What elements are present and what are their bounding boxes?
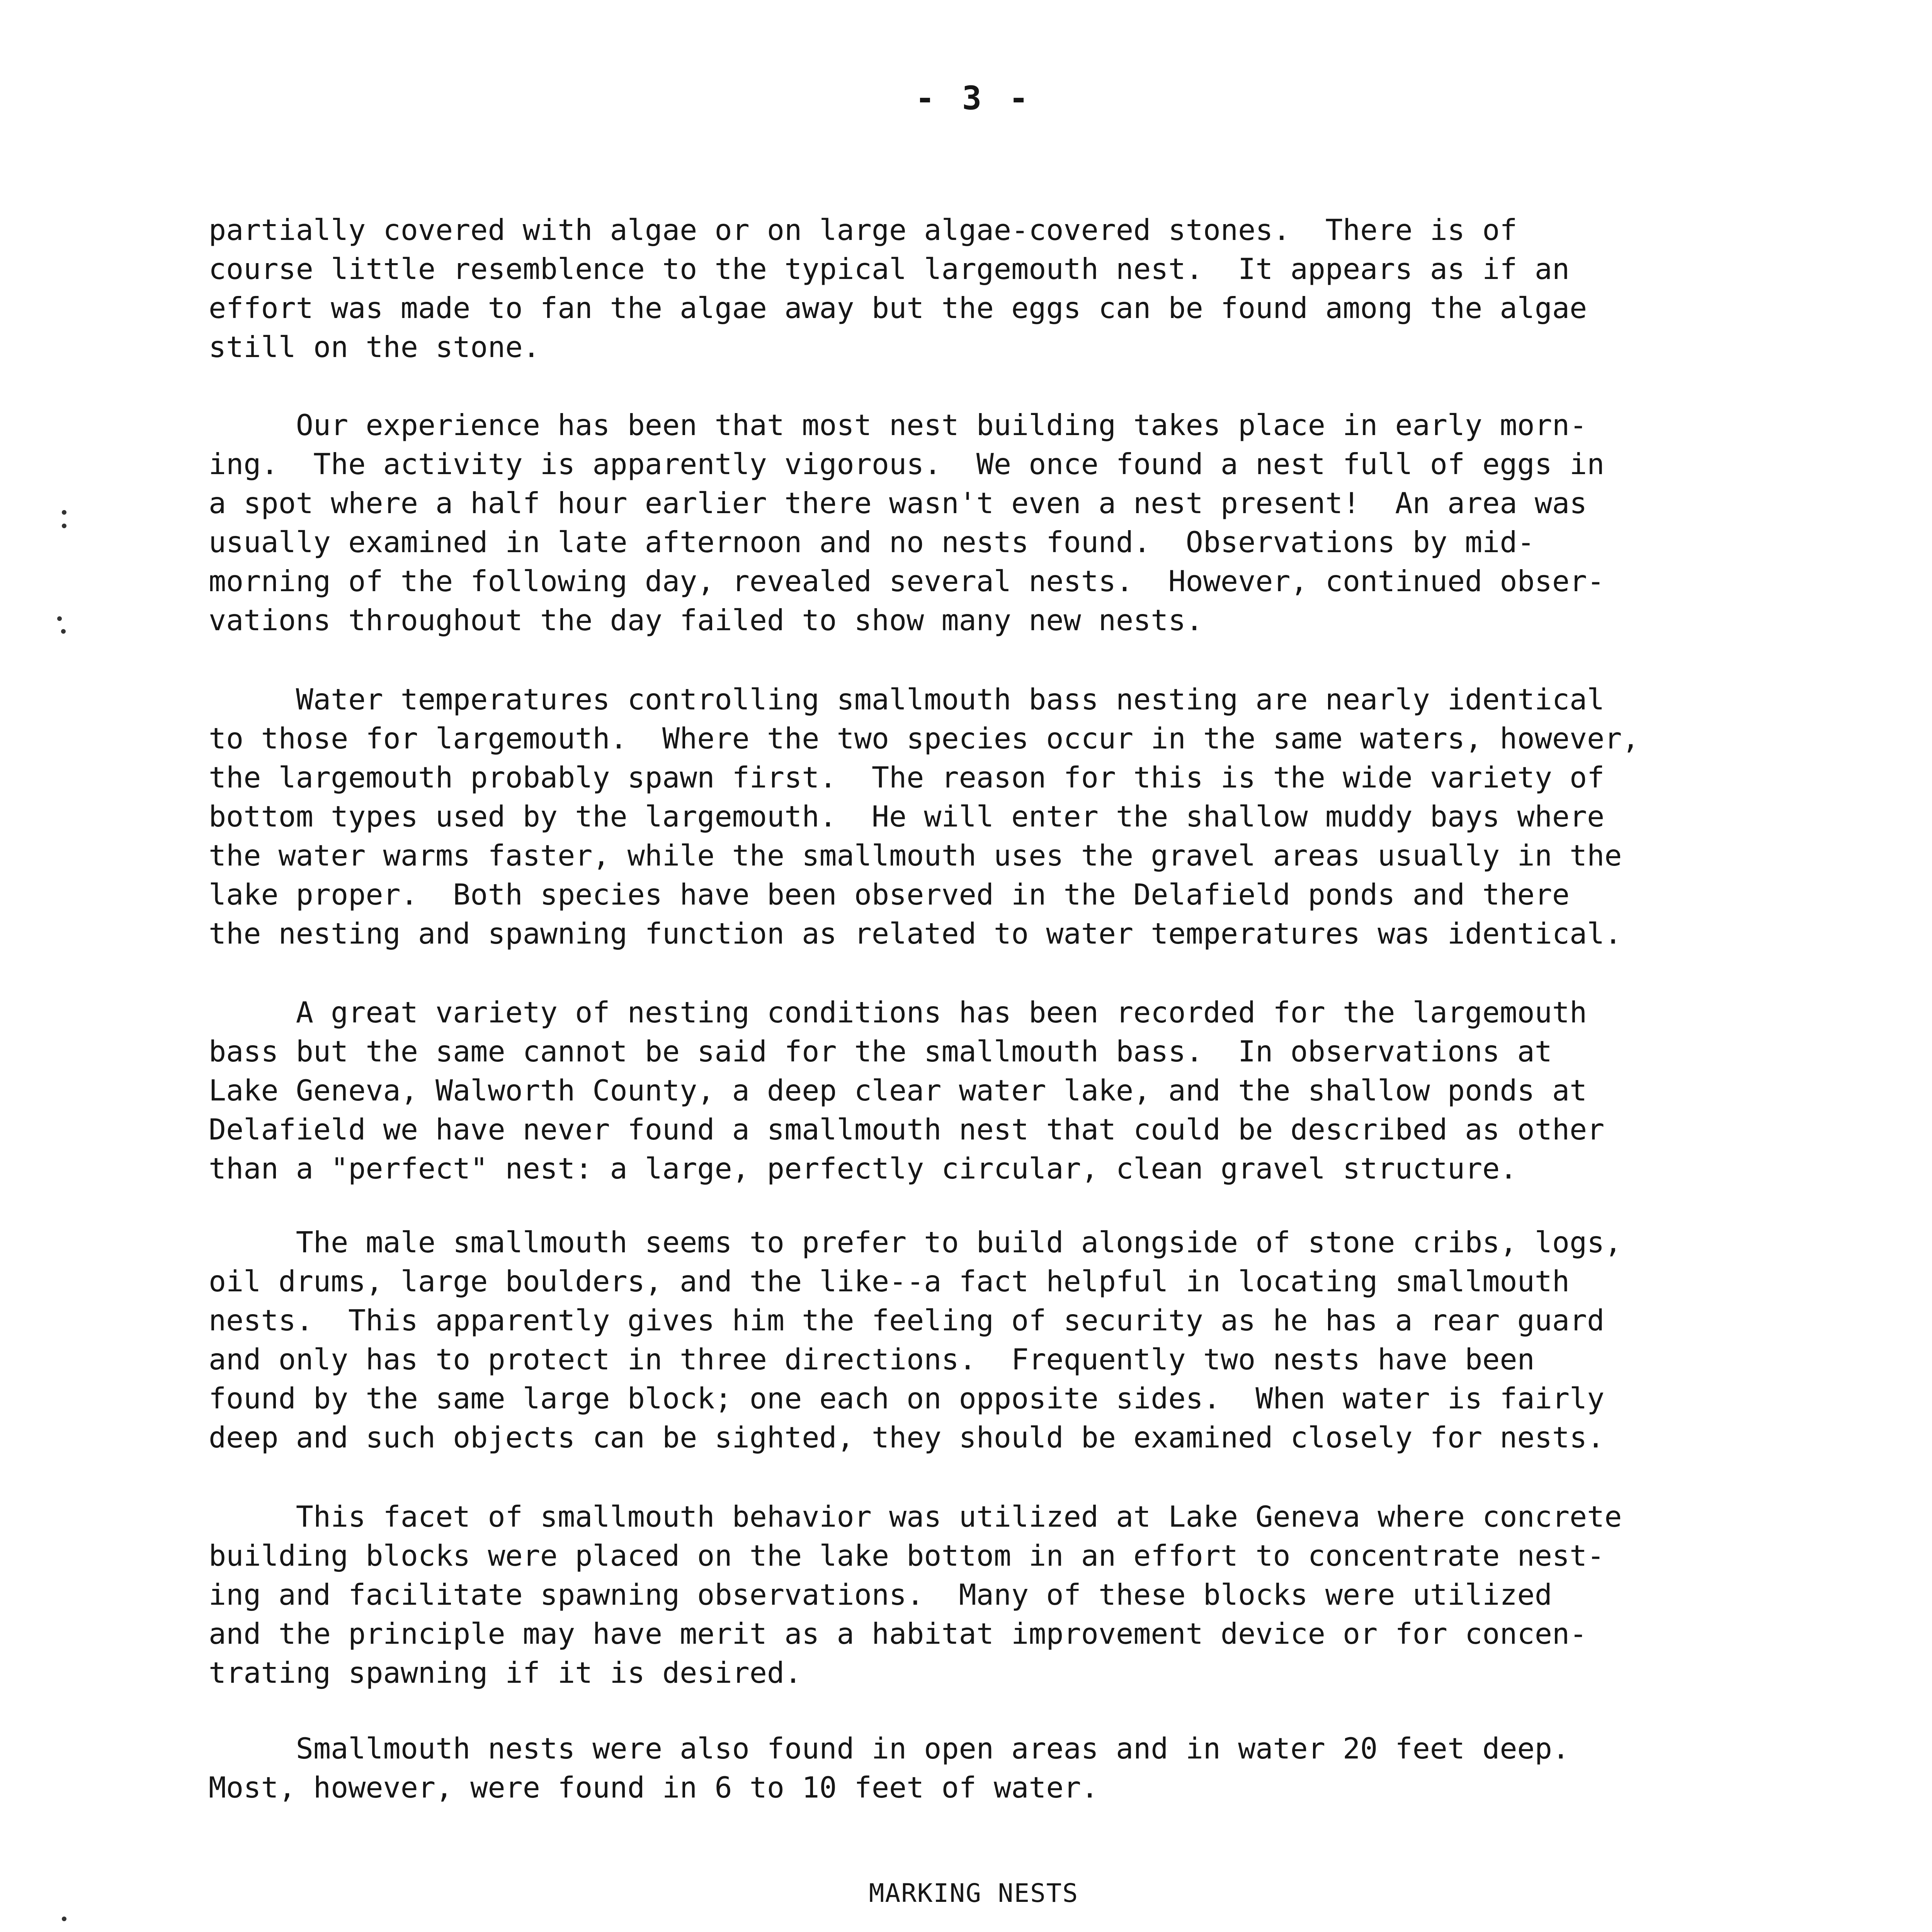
scan-speck (62, 1917, 66, 1921)
text-line: trating spawning if it is desired. (209, 1656, 802, 1690)
section-heading: MARKING NESTS (869, 1878, 1079, 1908)
text-line: oil drums, large boulders, and the like--a fact helpful in locating smallmouth (209, 1264, 1570, 1298)
text-line: bass but the same cannot be said for the smallmouth bass. In observations at (209, 1034, 1552, 1068)
text-line: course little resemblence to the typical largemouth nest. It appears as if an (209, 252, 1570, 286)
text-line: effort was made to fan the algae away but the eggs can be found among the algae (209, 291, 1587, 325)
text-line: A great variety of nesting conditions has been recorded for the largemouth (209, 995, 1587, 1029)
text-line: the water warms faster, while the smallmouth uses the gravel areas usually in the (209, 838, 1622, 872)
paragraph-3 (209, 680, 1785, 953)
text-line: building blocks were placed on the lake bottom in an effort to concentrate nest- (209, 1539, 1605, 1573)
text-line: The male smallmouth seems to prefer to build alongside of stone cribs, logs, (209, 1225, 1622, 1259)
scan-speck (57, 616, 62, 621)
text-line: Delafield we have never found a smallmouth nest that could be described as other (209, 1112, 1605, 1146)
paragraph-1 (209, 211, 1785, 367)
paragraph-2 (209, 406, 1785, 640)
scan-speck (61, 629, 66, 634)
paragraph-7 (209, 1729, 1785, 1807)
text-line: Most, however, were found in 6 to 10 feet of water. (209, 1770, 1099, 1804)
text-line: Water temperatures controlling smallmouth bass nesting are nearly identical (209, 682, 1605, 716)
text-line: partially covered with algae or on large algae-covered stones. There is of (209, 213, 1517, 247)
paragraph-4 (209, 993, 1785, 1188)
text-line: the nesting and spawning function as related to water temperatures was identical. (209, 917, 1622, 951)
text-line: to those for largemouth. Where the two species occur in the same waters, however, (209, 721, 1639, 755)
text-line: morning of the following day, revealed several nests. However, continued obser- (209, 564, 1605, 598)
scan-speck (62, 510, 66, 515)
text-line: nests. This apparently gives him the feeling of security as he has a rear guard (209, 1303, 1605, 1337)
text-line: vations throughout the day failed to show many new nests. (209, 603, 1203, 637)
text-line: ing. The activity is apparently vigorous. We once found a nest full of eggs in (209, 447, 1605, 481)
paragraph-6 (209, 1497, 1785, 1692)
text-line: Smallmouth nests were also found in open areas and in water 20 feet deep. (209, 1731, 1570, 1765)
text-line: lake proper. Both species have been observed in the Delafield ponds and there (209, 878, 1570, 912)
page-number: - 3 - (915, 79, 1032, 117)
text-line: Our experience has been that most nest building takes place in early morn- (209, 408, 1587, 442)
paragraph-5 (209, 1223, 1785, 1457)
text-line: usually examined in late afternoon and no nests found. Observations by mid- (209, 525, 1535, 559)
text-line: This facet of smallmouth behavior was utilized at Lake Geneva where concrete (209, 1500, 1622, 1534)
text-line: deep and such objects can be sighted, they should be examined closely for nests. (209, 1420, 1605, 1454)
text-line: bottom types used by the largemouth. He will enter the shallow muddy bays where (209, 799, 1605, 833)
text-line: found by the same large block; one each on opposite sides. When water is fairly (209, 1381, 1605, 1415)
text-line: ing and facilitate spawning observations. Many of these blocks were utilized (209, 1578, 1552, 1612)
text-line: the largemouth probably spawn first. The reason for this is the wide variety of (209, 760, 1605, 794)
text-line: Lake Geneva, Walworth County, a deep clear water lake, and the shallow ponds at (209, 1073, 1587, 1107)
text-line: and only has to protect in three directions. Frequently two nests have been (209, 1342, 1535, 1376)
scan-speck (62, 524, 66, 528)
text-line: a spot where a half hour earlier there wasn't even a nest present! An area was (209, 486, 1587, 520)
text-line: than a "perfect" nest: a large, perfectly circular, clean gravel structure. (209, 1151, 1517, 1185)
text-line: still on the stone. (209, 330, 540, 364)
text-line: and the principle may have merit as a habitat improvement device or for concen- (209, 1617, 1587, 1651)
